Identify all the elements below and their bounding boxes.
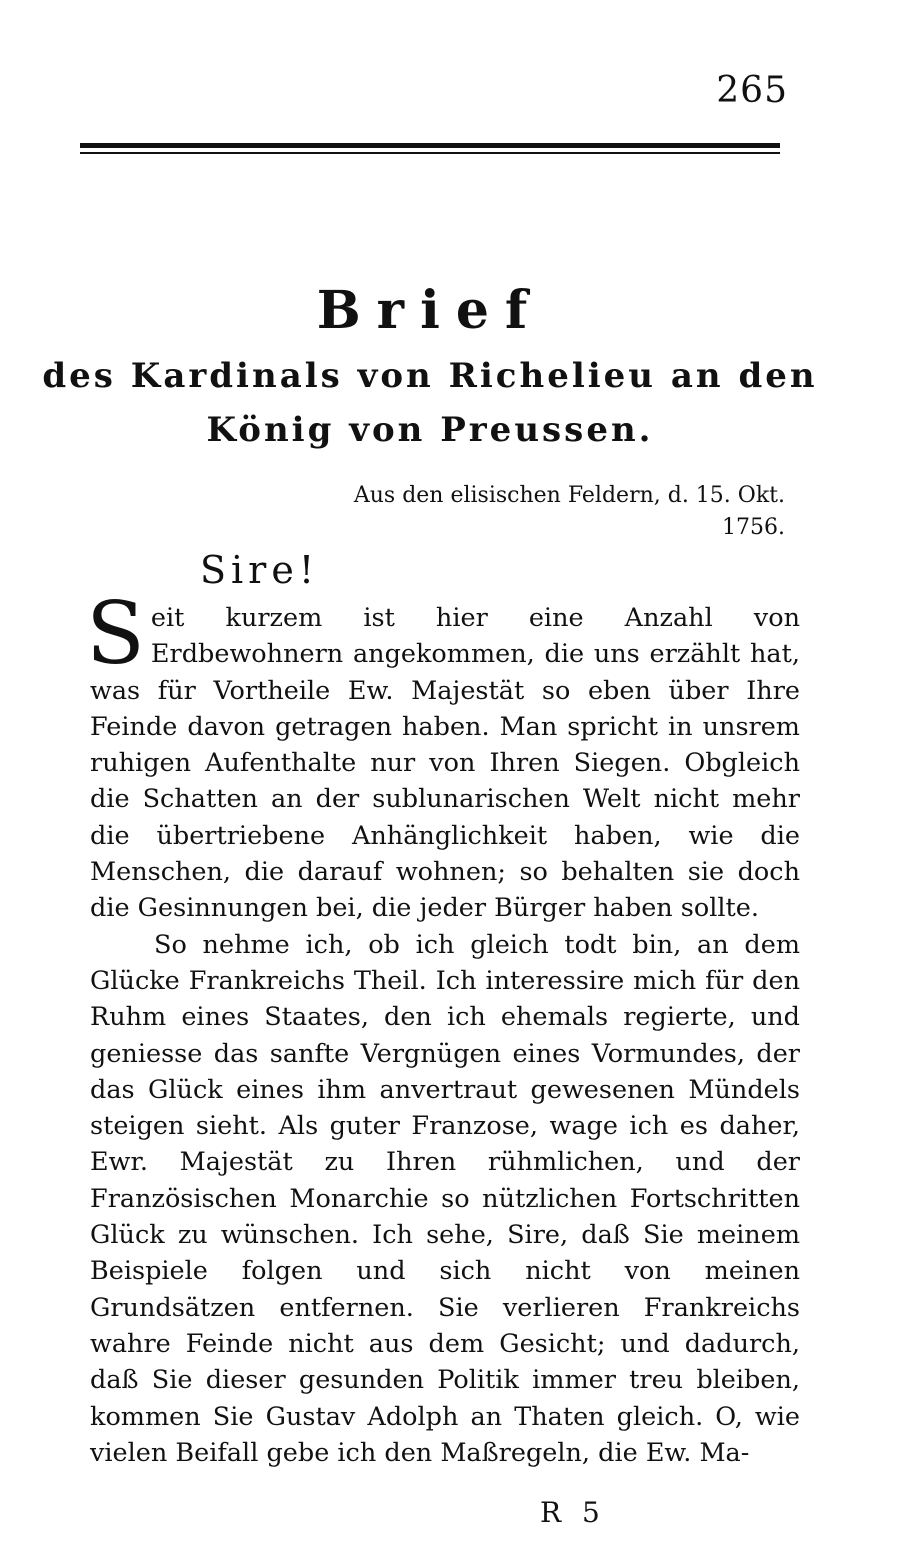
letter-title: Brief: [316, 280, 544, 341]
salutation: Sire!: [200, 548, 320, 592]
drop-cap: S: [86, 584, 145, 684]
header-rule-thick: [80, 143, 780, 148]
signature-mark: R 5: [540, 1496, 606, 1529]
letter-body: [86, 584, 800, 1471]
letter-subtitle-line-2: König von Preussen.: [206, 410, 654, 450]
paragraph-1-text: eit kurzem ist hier eine Anzahl von Erdbewohnern angekommen, die uns erzählt hat, was für Vortheile Ew. Majestät so eben über Ihre Feinde davon getragen haben. Man spricht in unsrem ruhigen Aufenthalte nur von Ihren Siegen. Obgleich die Schatten an der sublunarischen Welt nicht mehr die übertriebene Anhänglichkeit haben, wie die Menschen, die darauf wohnen; so behalten sie doch die Gesinnungen bei, die jeder Bürger haben sollte.: [90, 603, 800, 924]
page-number: 265: [716, 70, 788, 111]
dateline-year: 1756.: [722, 515, 785, 540]
paragraph-1: [86, 584, 800, 927]
paragraph-2: So nehme ich, ob ich gleich todt bin, an dem Glücke Frankreichs Theil. Ich interessire mich für den Ruhm eines Staates, den ich ehemals regierte, und geniesse das sanfte Vergnügen eines Vormundes, der das Glück eines ihm anvertraut gewesenen Mündels steigen sieht. Als guter Franzose, wage ich es daher, Ewr. Majestät zu Ihren rühmlichen, und der Französischen Monarchie so nützlichen Fortschritten Glück zu wünschen. Ich sehe, Sire, daß Sie meinem Beispiele folgen und sich nicht von meinen Grundsätzen entfernen. Sie verlieren Frankreichs wahre Feinde nicht aus dem Gesicht; und dadurch, daß Sie dieser gesunden Politik immer treu bleiben, kommen Sie Gustav Adolph an Thaten gleich. O, wie vielen Beifall gebe ich den Maßregeln, die Ew. Ma-: [90, 929, 800, 1468]
letter-subtitle-line-1: des Kardinals von Richelieu an den: [42, 356, 818, 396]
header-rule-thin: [80, 152, 780, 154]
dateline-place-date: Aus den elisischen Feldern, d. 15. Okt.: [353, 483, 785, 508]
